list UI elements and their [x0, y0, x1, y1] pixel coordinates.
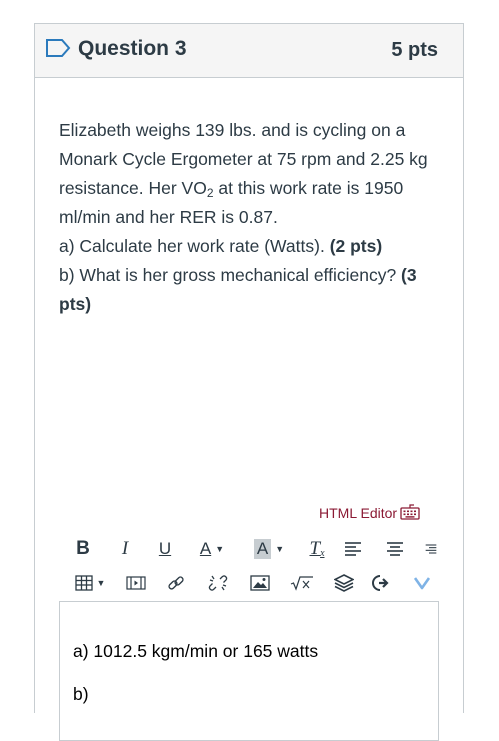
html-editor-label[interactable]: HTML Editor [319, 504, 398, 521]
link-icon[interactable] [165, 570, 187, 596]
media-icon[interactable] [125, 570, 147, 596]
more-tools-icon[interactable] [411, 570, 433, 596]
editor-toolbar-row-2 [73, 570, 443, 596]
question-points: 5 pts [391, 39, 438, 61]
question-part-b [59, 261, 439, 319]
question-part-a [59, 232, 439, 261]
answer-editor[interactable] [59, 601, 439, 741]
align-left-icon[interactable] [343, 536, 363, 562]
question-text [59, 116, 439, 232]
background-color-label: A [254, 539, 271, 559]
html-editor-link[interactable] [319, 502, 421, 523]
question-card [34, 23, 464, 713]
table-icon [75, 575, 93, 591]
editor-toolbar-row-1 [73, 536, 443, 562]
part-a-text: a) Calculate her work rate (Watts). [59, 236, 330, 256]
flag-icon[interactable] [45, 38, 71, 63]
part-b-points: (3 pts) [59, 265, 417, 314]
image-icon[interactable] [249, 570, 271, 596]
text-color-button[interactable] [191, 536, 233, 562]
question-title: Question 3 [78, 37, 187, 60]
question-text-subscript: 2 [206, 186, 214, 200]
part-b-text: b) What is her gross mechanical efficiency? [59, 265, 402, 285]
clear-formatting-sub: x [320, 548, 325, 559]
question-text-part1: Elizabeth weighs 139 lbs. and is cycling on a Monark Cycle Ergometer at 75 rpm and 2.25 kg resistance. Her VO [59, 120, 428, 198]
chevron-down-icon: ▼ [215, 544, 225, 554]
keyboard-icon[interactable] [399, 502, 421, 523]
align-center-icon[interactable] [385, 536, 405, 562]
question-text-part2: at this work rate is 1950 ml/min and her RER is 0.87. [59, 178, 404, 227]
chevron-down-icon: ▼ [275, 544, 285, 554]
align-right-icon[interactable] [425, 536, 437, 562]
bold-button[interactable]: B [76, 538, 90, 559]
layers-icon[interactable] [333, 570, 355, 596]
underline-button[interactable]: U [158, 539, 172, 558]
text-color-label: A [199, 539, 212, 558]
background-color-button[interactable] [245, 536, 293, 562]
equation-icon[interactable] [289, 570, 315, 596]
chevron-down-icon: ▼ [96, 578, 106, 588]
answer-line-a: a) 1012.5 kgm/min or 165 watts [73, 641, 319, 661]
table-button[interactable] [73, 570, 107, 596]
clear-formatting-label: T [309, 538, 321, 559]
question-body [35, 78, 463, 319]
question-header [35, 24, 463, 78]
embed-icon[interactable] [371, 570, 393, 596]
italic-button[interactable]: I [121, 538, 129, 559]
clear-formatting-button[interactable] [305, 536, 329, 562]
answer-line-b: b) [73, 684, 89, 704]
part-a-points: (2 pts) [329, 236, 383, 256]
unlink-icon[interactable] [207, 570, 229, 596]
